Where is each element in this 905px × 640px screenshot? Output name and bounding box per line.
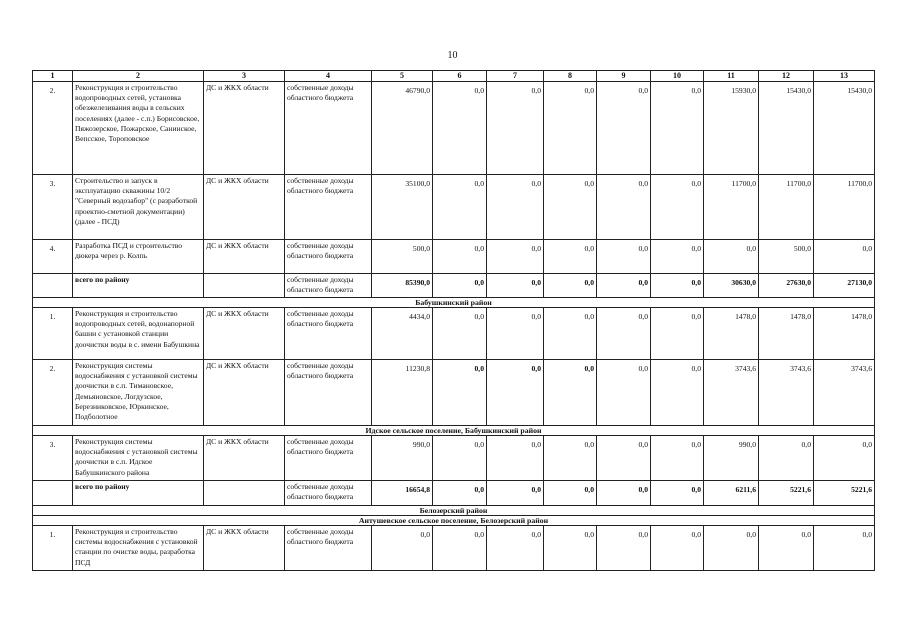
funding-source-cell: собственные доходы областного бюджета (285, 481, 372, 506)
table-row (33, 436, 875, 481)
value-cell: 0,0 (487, 481, 544, 506)
value-cell: 0,0 (487, 175, 544, 240)
organization-cell: ДС и ЖКХ области (204, 526, 285, 571)
value-cell: 1478,0 (759, 308, 814, 360)
funding-source-cell: собственные доходы областного бюджета (285, 526, 372, 571)
value-cell: 11700,0 (759, 175, 814, 240)
value-cell: 27630,0 (759, 274, 814, 298)
row-number-cell: 1. (33, 526, 73, 571)
item-name-cell: Строительство и запуск в эксплуатацию скважины 10/2 "Северный водозабор" (с разработкой проектно-сметной документации) (далее - ПСД) (73, 175, 204, 240)
value-cell: 0,0 (433, 436, 487, 481)
column-header: 7 (487, 71, 544, 82)
column-header: 1 (33, 71, 73, 82)
value-cell: 0,0 (487, 526, 544, 571)
item-name-cell: Реконструкция системы водоснабжения с установкой системы доочистки в с.п. Тимановское, Демьяновское, Логдузское, Березниковское, Юркинское, Подболотное (73, 360, 204, 426)
funding-source-cell: собственные доходы областного бюджета (285, 175, 372, 240)
organization-cell: ДС и ЖКХ области (204, 360, 285, 426)
value-cell: 0,0 (544, 274, 597, 298)
value-cell: 0,0 (372, 526, 433, 571)
value-cell: 15430,0 (759, 82, 814, 175)
section-row (33, 516, 875, 526)
value-cell: 0,0 (433, 526, 487, 571)
value-cell: 0,0 (544, 240, 597, 274)
value-cell: 0,0 (544, 175, 597, 240)
budget-table (32, 70, 875, 571)
value-cell: 0,0 (651, 481, 704, 506)
row-number-cell: 2. (33, 360, 73, 426)
value-cell: 3743,6 (704, 360, 759, 426)
value-cell: 0,0 (597, 526, 651, 571)
value-cell: 0,0 (433, 240, 487, 274)
value-cell: 0,0 (544, 308, 597, 360)
table-row (33, 175, 875, 240)
item-name-cell: Реконструкция и строительство водопроводных сетей, установка обезжелезивания воды в сельских поселениях (далее - с.п.) Борисовское, Пяжозерское, Пожарское, Санинское, Вепсское, Тороповское (73, 82, 204, 175)
funding-source-cell: собственные доходы областного бюджета (285, 308, 372, 360)
header-row (33, 71, 875, 82)
value-cell: 0,0 (433, 82, 487, 175)
value-cell: 0,0 (597, 240, 651, 274)
row-number-cell: 2. (33, 82, 73, 175)
value-cell: 0,0 (487, 436, 544, 481)
organization-cell: ДС и ЖКХ области (204, 240, 285, 274)
page-number: 10 (447, 50, 458, 61)
value-cell: 500,0 (759, 240, 814, 274)
table-row (33, 360, 875, 426)
value-cell: 0,0 (544, 360, 597, 426)
funding-source-cell: собственные доходы областного бюджета (285, 360, 372, 426)
organization-cell (204, 481, 285, 506)
value-cell: 0,0 (704, 526, 759, 571)
value-cell: 1478,0 (814, 308, 875, 360)
value-cell: 1478,0 (704, 308, 759, 360)
column-header: 8 (544, 71, 597, 82)
item-name-cell: Реконструкция и строительство водопроводных сетей, водонапорной башни с установкой станции доочистки воды в с. имени Бабушкина (73, 308, 204, 360)
row-number-cell: 1. (33, 308, 73, 360)
section-title: Белозерский район (33, 506, 875, 516)
funding-source-cell: собственные доходы областного бюджета (285, 240, 372, 274)
value-cell: 0,0 (544, 82, 597, 175)
value-cell: 0,0 (433, 481, 487, 506)
column-header: 9 (597, 71, 651, 82)
funding-source-cell: собственные доходы областного бюджета (285, 436, 372, 481)
value-cell: 30630,0 (704, 274, 759, 298)
organization-cell: ДС и ЖКХ области (204, 308, 285, 360)
column-header: 10 (651, 71, 704, 82)
value-cell: 0,0 (597, 308, 651, 360)
value-cell: 0,0 (759, 436, 814, 481)
row-number-cell: 3. (33, 436, 73, 481)
value-cell: 990,0 (372, 436, 433, 481)
value-cell: 0,0 (597, 436, 651, 481)
column-header: 13 (814, 71, 875, 82)
value-cell: 0,0 (487, 274, 544, 298)
item-name-cell: всего по району (73, 481, 204, 506)
value-cell: 3743,6 (814, 360, 875, 426)
value-cell: 0,0 (433, 175, 487, 240)
value-cell: 5221,6 (814, 481, 875, 506)
table-row (33, 526, 875, 571)
value-cell: 11700,0 (814, 175, 875, 240)
item-name-cell: Реконструкция и строительство системы водоснабжения с установкой станции по очистке воды, разработка ПСД (73, 526, 204, 571)
value-cell: 0,0 (487, 308, 544, 360)
organization-cell (204, 274, 285, 298)
column-header: 11 (704, 71, 759, 82)
value-cell: 0,0 (597, 82, 651, 175)
row-number-cell (33, 274, 73, 298)
value-cell: 0,0 (651, 274, 704, 298)
value-cell: 0,0 (433, 274, 487, 298)
value-cell: 0,0 (651, 240, 704, 274)
value-cell: 0,0 (487, 82, 544, 175)
value-cell: 16654,8 (372, 481, 433, 506)
value-cell: 0,0 (597, 274, 651, 298)
value-cell: 15930,0 (704, 82, 759, 175)
value-cell: 500,0 (372, 240, 433, 274)
column-header: 4 (285, 71, 372, 82)
total-row (33, 274, 875, 298)
value-cell: 35100,0 (372, 175, 433, 240)
section-title: Антушевское сельское поселение, Белозерский район (33, 516, 875, 526)
table-row (33, 82, 875, 175)
column-header: 6 (433, 71, 487, 82)
value-cell: 27130,0 (814, 274, 875, 298)
value-cell: 4434,0 (372, 308, 433, 360)
value-cell: 3743,6 (759, 360, 814, 426)
value-cell: 0,0 (651, 360, 704, 426)
section-row (33, 426, 875, 436)
section-row (33, 506, 875, 516)
value-cell: 0,0 (651, 526, 704, 571)
value-cell: 0,0 (597, 175, 651, 240)
total-row (33, 481, 875, 506)
row-number-cell (33, 481, 73, 506)
value-cell: 46790,0 (372, 82, 433, 175)
funding-source-cell: собственные доходы областного бюджета (285, 82, 372, 175)
value-cell: 0,0 (814, 436, 875, 481)
value-cell: 0,0 (651, 175, 704, 240)
column-header: 12 (759, 71, 814, 82)
value-cell: 0,0 (433, 360, 487, 426)
value-cell: 15430,0 (814, 82, 875, 175)
organization-cell: ДС и ЖКХ области (204, 82, 285, 175)
value-cell: 0,0 (651, 82, 704, 175)
section-title: Идское сельское поселение, Бабушкинский район (33, 426, 875, 436)
value-cell: 85390,0 (372, 274, 433, 298)
organization-cell: ДС и ЖКХ области (204, 436, 285, 481)
value-cell: 0,0 (651, 308, 704, 360)
value-cell: 0,0 (544, 526, 597, 571)
value-cell: 0,0 (651, 436, 704, 481)
value-cell: 0,0 (597, 481, 651, 506)
column-header: 5 (372, 71, 433, 82)
value-cell: 0,0 (487, 240, 544, 274)
value-cell: 5221,6 (759, 481, 814, 506)
value-cell: 0,0 (597, 360, 651, 426)
value-cell: 0,0 (814, 240, 875, 274)
value-cell: 11700,0 (704, 175, 759, 240)
value-cell: 0,0 (759, 526, 814, 571)
value-cell: 0,0 (814, 526, 875, 571)
column-header: 2 (73, 71, 204, 82)
row-number-cell: 3. (33, 175, 73, 240)
funding-source-cell: собственные доходы областного бюджета (285, 274, 372, 298)
section-row (33, 298, 875, 308)
table-row (33, 240, 875, 274)
value-cell: 990,0 (704, 436, 759, 481)
value-cell: 0,0 (433, 308, 487, 360)
item-name-cell: Реконструкция системы водоснабжения с установкой системы доочистки в с.п. Идское Бабушкинского района (73, 436, 204, 481)
value-cell: 0,0 (487, 360, 544, 426)
row-number-cell: 4. (33, 240, 73, 274)
section-title: Бабушкинский район (33, 298, 875, 308)
value-cell: 11230,8 (372, 360, 433, 426)
organization-cell: ДС и ЖКХ области (204, 175, 285, 240)
column-header: 3 (204, 71, 285, 82)
table-row (33, 308, 875, 360)
value-cell: 6211,6 (704, 481, 759, 506)
value-cell: 0,0 (544, 481, 597, 506)
item-name-cell: Разработка ПСД и строительство дюкера через р. Колпь (73, 240, 204, 274)
item-name-cell: всего по району (73, 274, 204, 298)
value-cell: 0,0 (544, 436, 597, 481)
value-cell: 0,0 (704, 240, 759, 274)
